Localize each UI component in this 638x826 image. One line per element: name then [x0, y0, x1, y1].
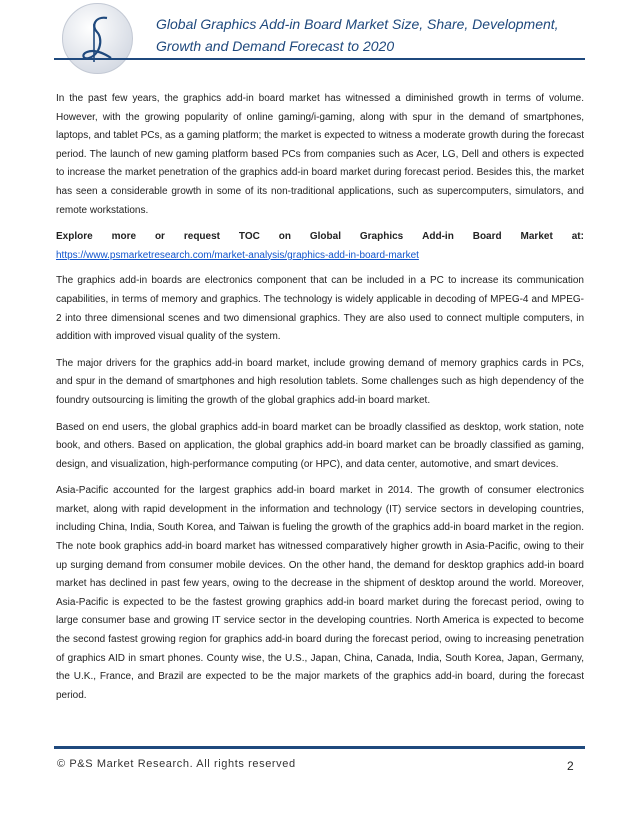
cta-word: Market [520, 231, 553, 243]
cta-word: TOC [238, 231, 260, 243]
cta-word: Board [472, 231, 502, 243]
cta-word: or [154, 231, 165, 243]
title-line-1: Global Graphics Add-in Board Market Size, Share, Development, [156, 16, 559, 32]
cta-word: at: [571, 231, 584, 243]
paragraph-segmentation: Based on end users, the global graphics add-in board market can be broadly classified as desktop, work station, note book, and others. Based on application, the global graphics add-in board market can be broadly classified as gaming, design, and visualization, high-performance computing (or HPC), and data center, automotive, and smart devices. [56, 421, 584, 470]
cta-word: more [111, 231, 137, 243]
header-divider [54, 58, 585, 60]
paragraph-intro: In the past few years, the graphics add-in board market has witnessed a diminished growth in terms of volume. However, with the growing popularity of online gaming/i-gaming, along with spur in the demand of smartphones, laptops, and tablet PCs, as a gaming platform; the market is expected to witness a moderate growth during the forecast period. The launch of new gaming platform based PCs from companies such as Acer, LG, Dell and others is expected to increase the market penetration of the graphics add-in board market during forecast period. Besides this, the market has seen a considerable growth in some of its non-traditional applications, such as supercomputers, simulators, and remote workstations. [56, 93, 584, 216]
cta-word: on [278, 231, 291, 243]
footer-divider [54, 746, 585, 749]
cta-word: Add-in [422, 231, 454, 243]
cta-word: request [183, 231, 220, 243]
page-number: 2 [567, 759, 574, 773]
cta-word: Explore [56, 231, 93, 243]
cta-word: Graphics [359, 231, 404, 243]
company-logo [61, 2, 134, 75]
paragraph-definition: The graphics add-in boards are electronics component that can be included in a PC to increase its communication capabilities, in terms of memory and graphics. The technology is widely applicable in decoding of MPEG-4 and MPEG-2 into three dimensional scenes and two dimensional graphics. They are also used to connect multiple computers, in addition with improved visual quality of the system. [56, 275, 584, 343]
paragraph-regional: Asia-Pacific accounted for the largest graphics add-in board market in 2014. The growth of consumer electronics market, along with rapid development in the information and technology (IT) service sectors in developing countries, including China, India, South Korea, and Taiwan is fueling the growth of the graphics add-in board market in the region. The note book graphics add-in board market has witnessed comparatively higher growth in Asia-Pacific, owing to their up surging demand from consumer mobile devices. On the other hand, the demand for desktop graphics add-in board market has declined in past few years, owing to the decrease in the shipment of desktop around the world. Moreover, Asia-Pacific is expected to be the fastest growing graphics add-in board market during the forecast period, owing to large consumer base and growing IT service sector in the developing countries. North America is expected to become the second fastest growing region for graphics add-in board during the forecast period, owing to increasing penetration of graphics AID in smart phones. County wise, the U.S., Japan, China, Canada, India, South Korea, Japan, Germany, the U.K., France, and Brazil are expected to be the major markets of the graphics add-in board, during the forecast period. [56, 485, 584, 701]
title-line-2: Growth and Demand Forecast to 2020 [156, 38, 395, 54]
toc-call-to-action [56, 228, 584, 247]
paragraph-drivers: The major drivers for the graphics add-in board market, include growing demand of memory graphics cards in PCs, and spur in the demand of smartphones and high resolution tablets. Some challenges such as high dependency of the foundry outsourcing is limiting the growth of the global graphics add-in board market. [56, 357, 584, 406]
cta-word: Global [309, 231, 341, 243]
footer-copyright: © P&S Market Research. All rights reserved [57, 758, 296, 770]
report-link[interactable]: https://www.psmarketresearch.com/market-analysis/graphics-add-in-board-market [56, 249, 419, 261]
document-body [56, 90, 584, 713]
document-title [156, 13, 596, 57]
